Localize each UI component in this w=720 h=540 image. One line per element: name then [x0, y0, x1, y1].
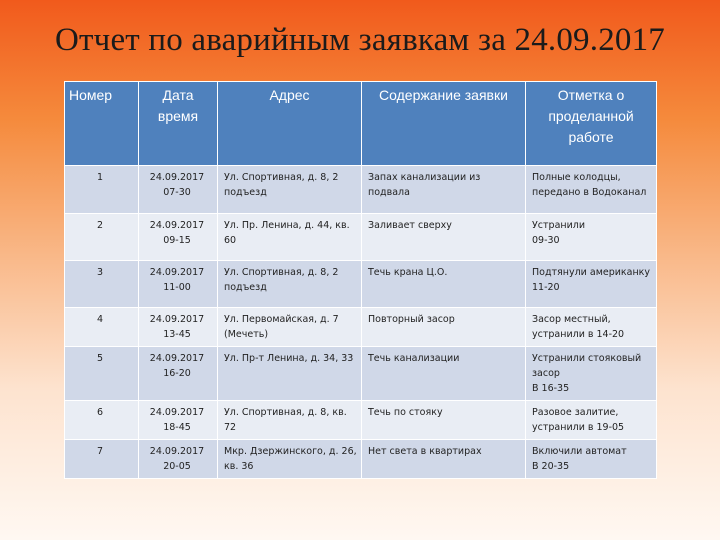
cell-number: 3 [65, 261, 139, 308]
cell-number: 5 [65, 347, 139, 401]
cell-content: Заливает сверху [362, 214, 526, 261]
cell-content: Запах канализации из подвала [362, 166, 526, 214]
cell-work-mark: Подтянули американку 11-20 [526, 261, 657, 308]
slide-title: Отчет по аварийным заявкам за 24.09.2017 [55, 22, 665, 58]
cell-address: Ул. Спортивная, д. 8, кв. 72 [218, 401, 362, 440]
cell-datetime: 24.09.2017 18-45 [139, 401, 218, 440]
table-row [65, 166, 657, 214]
cell-address: Ул. Спортивная, д. 8, 2 подъезд [218, 166, 362, 214]
cell-work-mark: Устранили 09-30 [526, 214, 657, 261]
table-row [65, 214, 657, 261]
header-content: Содержание заявки [362, 82, 526, 166]
header-work-mark: Отметка о проделанной работе [526, 82, 657, 166]
cell-datetime: 24.09.2017 11-00 [139, 261, 218, 308]
table-row [65, 440, 657, 479]
cell-content: Повторный засор [362, 308, 526, 347]
table-row [65, 347, 657, 401]
cell-datetime: 24.09.2017 16-20 [139, 347, 218, 401]
table-row [65, 308, 657, 347]
table-header-row [65, 82, 657, 166]
table-row [65, 261, 657, 308]
report-table [64, 81, 657, 479]
cell-datetime: 24.09.2017 09-15 [139, 214, 218, 261]
cell-work-mark: Включили автомат В 20-35 [526, 440, 657, 479]
cell-work-mark: Разовое залитие, устранили в 19-05 [526, 401, 657, 440]
cell-work-mark: Засор местный, устранили в 14-20 [526, 308, 657, 347]
cell-datetime: 24.09.2017 20-05 [139, 440, 218, 479]
header-address: Адрес [218, 82, 362, 166]
cell-content: Течь крана Ц.О. [362, 261, 526, 308]
cell-work-mark: Полные колодцы, передано в Водоканал [526, 166, 657, 214]
cell-number: 7 [65, 440, 139, 479]
cell-number: 1 [65, 166, 139, 214]
cell-content: Нет света в квартирах [362, 440, 526, 479]
cell-content: Течь по стояку [362, 401, 526, 440]
cell-number: 2 [65, 214, 139, 261]
cell-address: Ул. Пр. Ленина, д. 44, кв. 60 [218, 214, 362, 261]
cell-number: 6 [65, 401, 139, 440]
cell-datetime: 24.09.2017 13-45 [139, 308, 218, 347]
cell-address: Ул. Спортивная, д. 8, 2 подъезд [218, 261, 362, 308]
cell-address: Ул. Первомайская, д. 7 (Мечеть) [218, 308, 362, 347]
table-row [65, 401, 657, 440]
cell-work-mark: Устранили стояковый засор В 16-35 [526, 347, 657, 401]
header-number: Номер [65, 82, 139, 166]
header-datetime: Дата время [139, 82, 218, 166]
cell-content: Течь канализации [362, 347, 526, 401]
cell-address: Мкр. Дзержинского, д. 26, кв. 36 [218, 440, 362, 479]
cell-datetime: 24.09.2017 07-30 [139, 166, 218, 214]
cell-address: Ул. Пр-т Ленина, д. 34, 33 [218, 347, 362, 401]
cell-number: 4 [65, 308, 139, 347]
